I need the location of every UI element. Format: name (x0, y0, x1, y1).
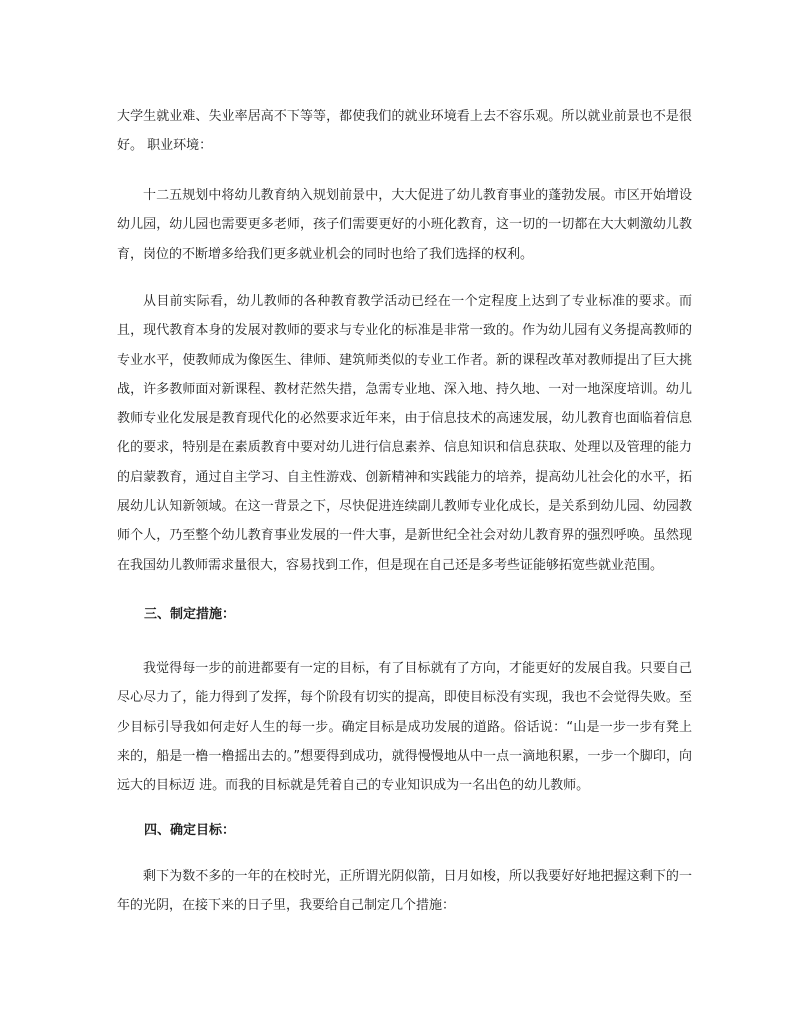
paragraph-text: 我觉得每一步的前进都要有一定的目标，有了目标就有了方向，才能更好的发展自我。只要自己尽心尽力了，能力得到了发挥，每个阶段有切实的提高，即使目标没有实现，我也不会觉得失败。至少目标引导我如何走好人生的每一步。确定目标是成功发展的道路。俗话说：“山是一步一步有凳上来的，船是一橹一橹摇出去的。”想要得到成功，就得慢慢地从中一点一滴地积累，一步一个脚印，向远大的目标迈 进。而我的目标就是凭着自己的专业知识成为一名出色的幼儿教师。 (117, 661, 692, 794)
paragraph-teacher-professionalization (117, 287, 692, 580)
paragraph-remaining-year (117, 862, 692, 921)
paragraph-text: 从目前实际看，幼儿教师的各种教育教学活动已经在一个定程度上达到了专业标准的要求。而且，现代教育本身的发展对教师的要求与专业化的标准是非常一致的。作为幼儿园有义务提高教师的专业水平，使教师成为像医生、律师、建筑师类似的专业工作者。新的课程改革对教师提出了巨大挑战，许多教师面对新课程、教材茫然失措，急需专业地、深入地、持久地、一对一地深度培训。幼儿教师专业化发展是教育现代化的必然要求近年来，由于信息技术的高速发展，幼儿教育也面临着信息化的要求，特别是在素质教育中要对幼儿进行信息素养、信息知识和信息获取、处理以及管理的能力的启蒙教育，通过自主学习、自主性游戏、创新精神和实践能力的培养，提高幼儿社会化的水平，拓展幼儿认知新领域。在这一背景之下，尽快促进连续副儿教师专业化成长，是关系到幼儿园、幼园教师个人，乃至整个幼儿教育事业发展的一件大事，是新世纪全社会对幼儿教育界的强烈呼唤。虽然现在我国幼儿教师需求量很大，容易找到工作，但是现在自己还是多考些证能够拓宽些就业范围。 (117, 294, 692, 573)
paragraph-text: 十二五规划中将幼儿教育纳入规划前景中，大大促进了幼儿教育事业的蓬勃发展。市区开始增设幼儿园，幼儿园也需要更多老师，孩子们需要更好的小班化教育，这一切的一切都在大大刺激幼儿教育，岗位的不断增多给我们更多就业机会的同时也给了我们选择的权利。 (117, 188, 692, 262)
paragraph-text: 剩下为数不多的一年的在校时光，正所谓光阴似箭，日月如梭，所以我要好好地把握这剩下的一年的光阴，在接下来的日子里，我要给自己制定几个措施： (117, 869, 692, 914)
section-heading-goals: 四、确定目标： (144, 823, 236, 838)
paragraph-goals-guide (117, 654, 692, 800)
paragraph-twelfth-five-year-plan (117, 181, 692, 269)
section-heading-measures: 三、制定措施： (144, 607, 236, 622)
paragraph-text: 大学生就业难、失业率居高不下等等，都使我们的就业环境看上去不容乐观。所以就业前景也不是很好。 职业环境： (117, 109, 692, 154)
paragraph-employment-outlook (117, 102, 692, 161)
